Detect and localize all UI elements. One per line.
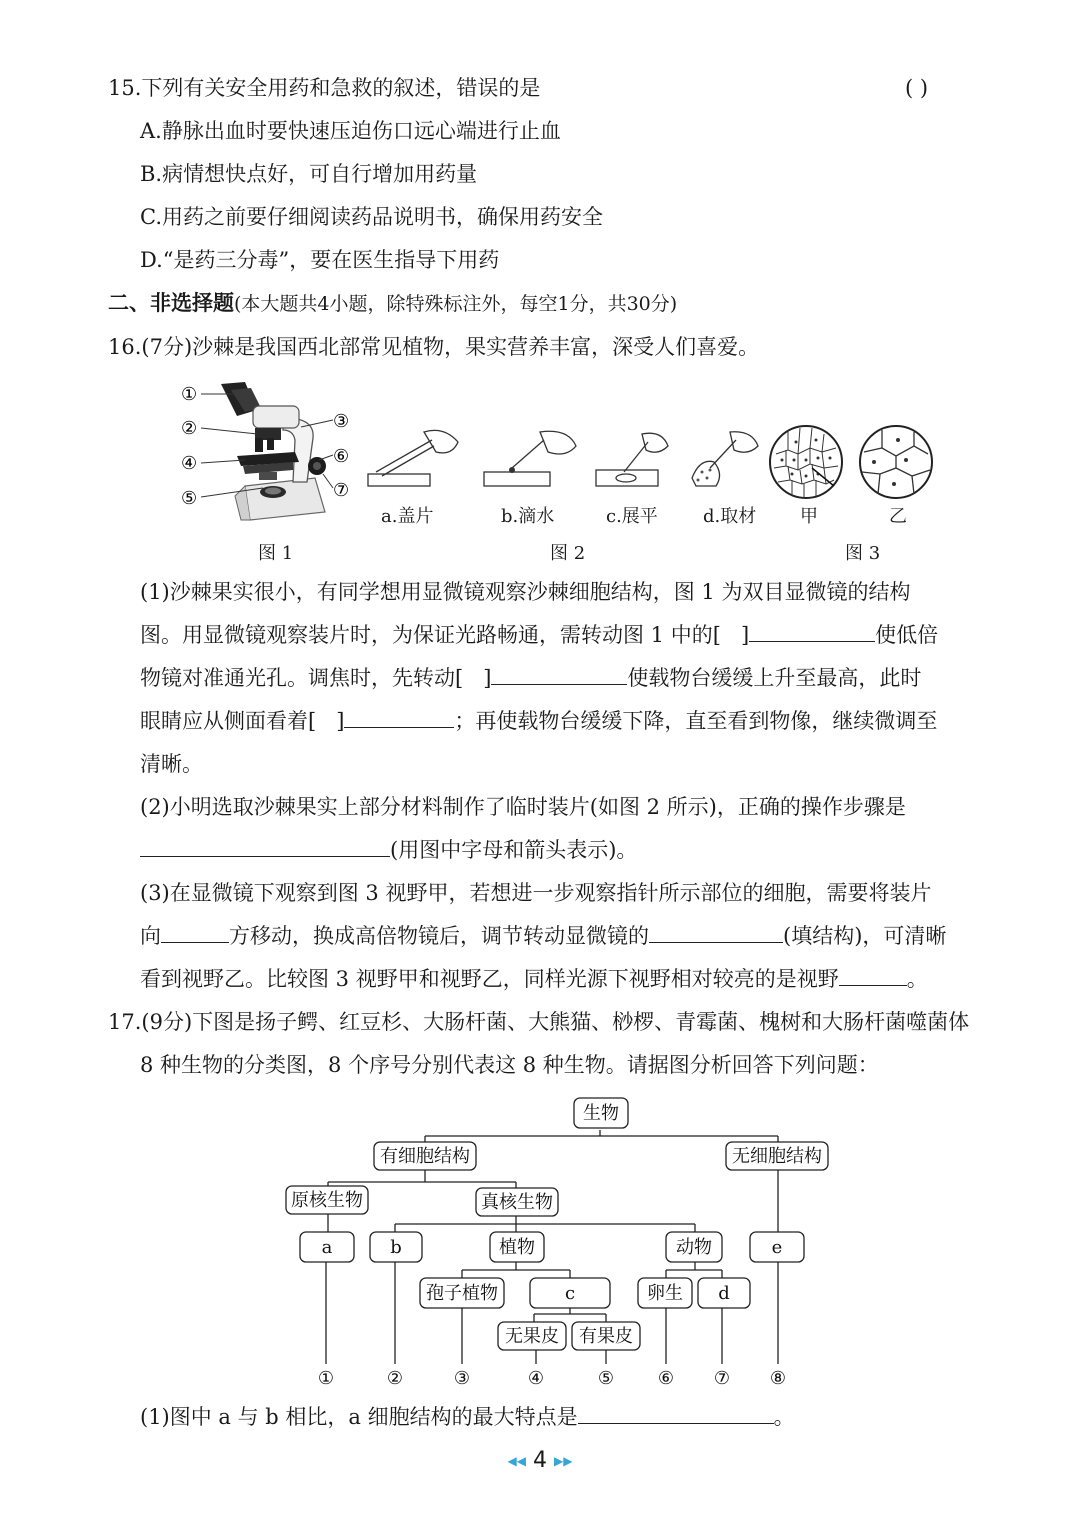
q15-option-c: C.用药之前要仔细阅读药品说明书，确保用药安全 xyxy=(140,205,603,229)
q17-p1-tail: 。 xyxy=(773,1405,795,1429)
q16-p1-line3-tail: 使载物台缓缓上升至最高，此时 xyxy=(627,666,922,690)
tree-cellular: 有细胞结构 xyxy=(380,1146,470,1167)
section-heading xyxy=(108,289,677,318)
answer-bracket: [ ] xyxy=(455,666,492,690)
q16-p1-line2 xyxy=(140,621,938,649)
q16-p3-line2-mid: 方移动，换成高倍物镜后，调节转动显微镜的 xyxy=(229,924,649,948)
q16-p1-line4-tail: ；再使载物台缓缓下降，直至看到物像，继续微调至 xyxy=(454,709,938,733)
q16-p1-line5: 清晰。 xyxy=(140,752,203,776)
q16-p2-line1: (2)小明选取沙棘果实上部分材料制作了临时装片(如图 2 所示)，正确的操作步骤是 xyxy=(140,795,906,819)
q16-p2-line2 xyxy=(140,836,637,864)
q16-p3-line1: (3)在显微镜下观察到图 3 视野甲，若想进一步观察指针所示部位的细胞，需要将装片 xyxy=(140,881,932,905)
q16-p3-line2 xyxy=(140,922,946,950)
answer-blank[interactable] xyxy=(649,922,783,943)
tree-eukaryote: 真核生物 xyxy=(481,1192,553,1213)
tree-root: 生物 xyxy=(583,1103,619,1124)
answer-bracket: [ ] xyxy=(308,709,345,733)
tree-leaf-4: ④ xyxy=(527,1368,545,1389)
microscope-label-3: ③ xyxy=(333,411,350,432)
answer-blank[interactable] xyxy=(749,621,875,642)
tree-oviparous: 卵生 xyxy=(647,1283,683,1304)
view-yi-label: 乙 xyxy=(889,506,907,527)
microscope-label-1: ① xyxy=(181,384,198,405)
tree-node-d: d xyxy=(718,1283,730,1304)
tree-leaf-2: ② xyxy=(386,1368,404,1389)
q15-option-d: D.“是药三分毒”，要在医生指导下用药 xyxy=(140,248,500,272)
answer-bracket: [ ] xyxy=(712,623,750,647)
q15-stem: 15.下列有关安全用药和急救的叙述，错误的是 xyxy=(108,76,541,100)
answer-blank[interactable] xyxy=(578,1403,774,1424)
tree-leaf-8: ⑧ xyxy=(769,1368,787,1389)
tree-leaf-7: ⑦ xyxy=(713,1368,731,1389)
answer-blank[interactable] xyxy=(491,664,627,685)
microscope-figure xyxy=(175,378,355,526)
page-number-text: 4 xyxy=(533,1448,547,1473)
q16-p1-line3 xyxy=(140,664,921,692)
q16-p3-line2-text: 向 xyxy=(140,924,161,948)
q16-p1-line3-text: 物镜对准通光孔。调焦时，先转动 xyxy=(140,666,455,690)
answer-blank[interactable] xyxy=(161,922,229,943)
q15-option-a: A.静脉出血时要快速压迫伤口远心端进行止血 xyxy=(140,119,561,143)
q16-p1-line4 xyxy=(140,707,937,735)
tree-plant: 植物 xyxy=(499,1237,535,1258)
q16-p3-line3-text: 看到视野乙。比较图 3 视野甲和视野乙，同样光源下视野相对较亮的是视野 xyxy=(140,967,839,991)
tree-leaf-1: ① xyxy=(317,1368,335,1389)
tree-node-b: b xyxy=(390,1237,402,1258)
tree-leaf-3: ③ xyxy=(453,1368,471,1389)
page-number xyxy=(500,1448,580,1473)
microscope-views-figure xyxy=(768,424,938,504)
q16-p3-line2-tail: (填结构)，可清晰 xyxy=(783,924,947,948)
step-b-label: b.滴水 xyxy=(501,506,555,527)
q16-p1-line1: (1)沙棘果实很小，有同学想用显微镜观察沙棘细胞结构，图 1 为双目显微镜的结构 xyxy=(140,580,911,604)
slide-steps-figure xyxy=(362,422,762,498)
q15-answer-paren: ( ) xyxy=(905,76,929,100)
microscope-label-2: ② xyxy=(181,418,198,439)
tree-node-a: a xyxy=(321,1237,333,1258)
tree-node-c: c xyxy=(564,1283,576,1304)
q15-option-b: B.病情想快点好，可自行增加用药量 xyxy=(140,162,478,186)
q16-p1-line2-tail: 使低倍 xyxy=(875,623,939,647)
step-d-label: d.取材 xyxy=(703,506,757,527)
q16-p1-line2-text: 图。用显微镜观察装片时，为保证光路畅通，需转动图 1 中的 xyxy=(140,623,713,647)
microscope-label-5: ⑤ xyxy=(181,488,198,509)
next-arrow-icon: ▶▶ xyxy=(554,1454,573,1468)
section-note: (本大题共4小题，除特殊标注外，每空1分，共30分) xyxy=(234,293,678,315)
q17-stem-line1: 17.(9分)下图是扬子鳄、红豆杉、大肠杆菌、大熊猫、桫椤、青霉菌、槐树和大肠杆菌噬菌体 xyxy=(108,1010,970,1034)
view-jia-label: 甲 xyxy=(800,506,818,527)
q16-p1-line4-text: 眼睛应从侧面看着 xyxy=(140,709,308,733)
tree-prokaryote: 原核生物 xyxy=(291,1190,363,1211)
microscope-label-4: ④ xyxy=(181,453,198,474)
fig1-caption: 图 1 xyxy=(258,543,294,564)
q16-stem: 16.(7分)沙棘是我国西北部常见植物，果实营养丰富，深受人们喜爱。 xyxy=(108,335,760,359)
tree-spore-plant: 孢子植物 xyxy=(426,1283,498,1304)
q17-p1-text: (1)图中 a 与 b 相比，a 细胞结构的最大特点是 xyxy=(140,1405,578,1429)
tree-pericarp: 有果皮 xyxy=(579,1326,633,1347)
answer-blank[interactable] xyxy=(140,836,390,857)
q17-p1-line xyxy=(140,1403,795,1431)
q16-p2-line2-text: (用图中字母和箭头表示)。 xyxy=(390,838,638,862)
section-title: 二、非选择题 xyxy=(108,290,234,315)
answer-blank[interactable] xyxy=(344,707,454,728)
prev-arrow-icon: ◀◀ xyxy=(507,1454,526,1468)
tree-acellular: 无细胞结构 xyxy=(732,1146,822,1167)
step-c-label: c.展平 xyxy=(606,506,658,527)
fig3-caption: 图 3 xyxy=(845,543,881,564)
tree-leaf-5: ⑤ xyxy=(597,1368,615,1389)
tree-leaf-6: ⑥ xyxy=(657,1368,675,1389)
tree-node-e: e xyxy=(771,1237,783,1258)
answer-blank[interactable] xyxy=(839,965,907,986)
microscope-label-6: ⑥ xyxy=(333,446,350,467)
tree-no-pericarp: 无果皮 xyxy=(505,1326,559,1347)
microscope-label-7: ⑦ xyxy=(333,480,350,501)
classification-tree xyxy=(280,1092,840,1392)
tree-animal: 动物 xyxy=(676,1237,712,1258)
q16-p3-line3 xyxy=(140,965,928,993)
q16-p3-line3-tail: 。 xyxy=(906,967,928,991)
fig2-caption: 图 2 xyxy=(550,543,586,564)
q17-stem-line2: 8 种生物的分类图，8 个序号分别代表这 8 种生物。请据图分析回答下列问题： xyxy=(140,1053,879,1077)
step-a-label: a.盖片 xyxy=(381,506,434,527)
